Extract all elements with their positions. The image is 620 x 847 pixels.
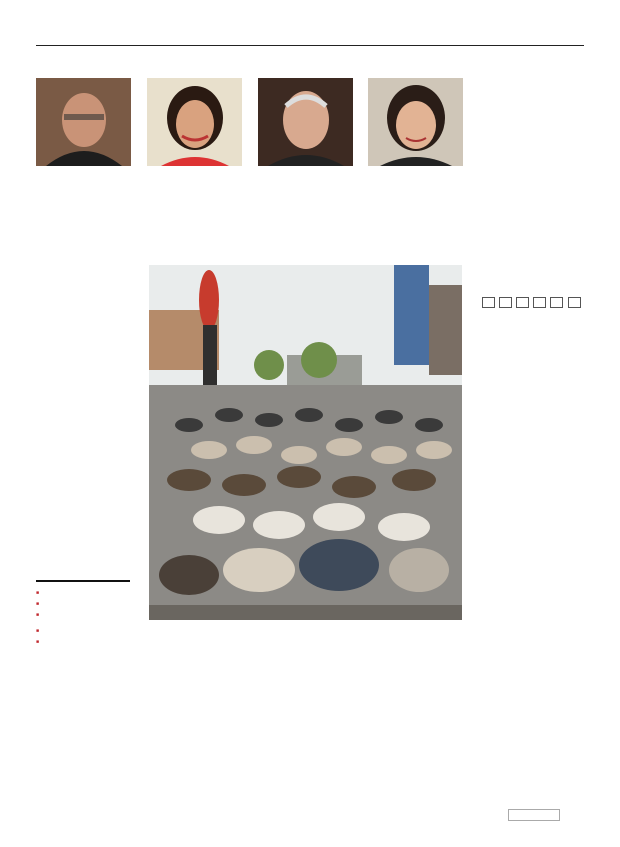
lottery-number bbox=[533, 297, 546, 308]
dont-miss-item[interactable] bbox=[36, 627, 130, 636]
dont-miss-item[interactable] bbox=[36, 638, 130, 647]
most-read-item[interactable] bbox=[36, 611, 130, 620]
date-box bbox=[490, 80, 584, 82]
most-read-item[interactable] bbox=[36, 589, 130, 598]
lottery-number bbox=[482, 297, 495, 308]
ibex-chart bbox=[482, 381, 584, 437]
portrait-macapagal bbox=[147, 78, 242, 166]
lottery-number bbox=[516, 297, 529, 308]
page-header bbox=[36, 34, 584, 46]
portrait-livingstone bbox=[258, 78, 353, 166]
weather-temps bbox=[541, 231, 584, 265]
index-box bbox=[482, 524, 584, 527]
lottery-number bbox=[568, 297, 581, 308]
most-read-item[interactable] bbox=[36, 600, 130, 609]
lottery-number bbox=[550, 297, 563, 308]
most-read-box bbox=[36, 580, 130, 649]
portrait-rienda bbox=[368, 78, 463, 166]
vocento-logo bbox=[508, 809, 560, 821]
portrait-blazquez bbox=[36, 78, 131, 166]
main-photo bbox=[149, 265, 462, 620]
bonoloto-numbers bbox=[482, 297, 584, 309]
lottery-number bbox=[499, 297, 512, 308]
